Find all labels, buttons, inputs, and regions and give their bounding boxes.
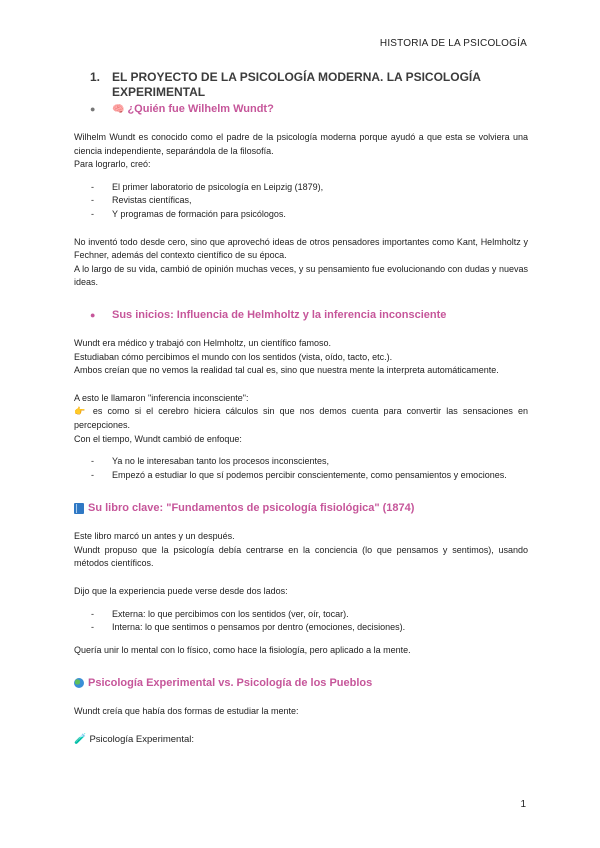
test-tube-icon: 🧪 <box>74 734 87 746</box>
subheading-helmholtz <box>74 308 528 323</box>
paragraph <box>74 405 528 432</box>
paragraph: Quería unir lo mental con lo físico, como hace la fisiología, pero aplicado a la mente. <box>74 644 411 655</box>
list-item: - Y programas de formación para psicólogos. <box>74 208 528 222</box>
paragraph: Dijo que la experiencia puede verse desde dos lados: <box>74 586 288 597</box>
list-creations <box>74 181 528 222</box>
paragraph: Wundt era médico y trabajó con Helmholtz, un científico famoso. <box>74 337 331 348</box>
paragraph: A lo largo de su vida, cambió de opinión muchas veces, y su pensamiento fue evolucionando con dudas y nuevas ideas. <box>74 263 528 288</box>
paragraph: No inventó todo desde cero, sino que aprovechó ideas de otros pensadores importantes como Kant, Helmholtz y Fechner, además del contexto científico de su época. <box>74 236 528 261</box>
page-content <box>74 70 528 747</box>
list-item: - El primer laboratorio de psicología en Leipzig (1879), <box>74 181 528 195</box>
list-focus-change <box>74 455 528 482</box>
list-item: - Externa: lo que percibimos con los sentidos (ver, oír, tocar). <box>74 608 528 622</box>
paragraph: Wundt propuso que la psicología debía centrarse en la conciencia (lo que pensamos y sentimos), usando métodos científicos. <box>74 544 528 569</box>
subheading-experimental <box>74 733 528 747</box>
paragraph: Ambos creían que no vemos la realidad tal cual es, sino que nuestra mente la interpreta automáticamente. <box>74 365 499 376</box>
subheading-text: Sus inicios: Influencia de Helmholtz y la inferencia inconsciente <box>112 308 447 321</box>
section-heading-text: Su libro clave: "Fundamentos de psicología fisiológica" (1874) <box>88 502 415 515</box>
paragraph: A esto le llamaron "inferencia inconsciente": <box>74 392 249 403</box>
section-heading <box>74 70 528 100</box>
paragraph: Estudiaban cómo percibimos el mundo con los sentidos (vista, oído, tacto, etc.). <box>74 351 393 362</box>
list-item: - Ya no le interesaban tanto los procesos inconscientes, <box>74 455 528 469</box>
section-heading-text: Psicología Experimental vs. Psicología de los Pueblos <box>88 677 373 690</box>
running-header: HISTORIA DE LA PSICOLOGÍA <box>379 38 527 49</box>
globe-icon <box>74 678 84 688</box>
subheading-text: ¿Quién fue Wilhelm Wundt? <box>127 103 274 115</box>
brain-icon: 🧠 <box>112 104 125 115</box>
paragraph: Para lograrlo, creó: <box>74 159 151 170</box>
list-item: - Empezó a estudiar lo que sí podemos percibir conscientemente, como pensamientos y emociones. <box>74 469 528 483</box>
subheading-wundt <box>74 102 528 117</box>
paragraph: Con el tiempo, Wundt cambió de enfoque: <box>74 433 242 444</box>
heading-text: EL PROYECTO DE LA PSICOLOGÍA MODERNA. LA PSICOLOGÍA EXPERIMENTAL <box>112 70 481 99</box>
list-item: - Interna: lo que sentimos o pensamos por dentro (emociones, decisiones). <box>74 621 528 635</box>
bullet-icon: ● <box>90 309 96 320</box>
list-item: - Revistas científicas, <box>74 194 528 208</box>
subheading-text: Psicología Experimental: <box>89 734 195 746</box>
paragraph: Wundt creía que había dos formas de estudiar la mente: <box>74 706 299 717</box>
bullet-icon: ● <box>90 104 96 114</box>
page-number: 1 <box>520 799 526 810</box>
section-heading-psychology <box>74 675 528 691</box>
book-icon <box>74 503 84 514</box>
paragraph: Este libro marcó un antes y un después. <box>74 531 235 542</box>
pointing-hand-icon: 👉 <box>74 406 88 417</box>
paragraph: Wilhelm Wundt es conocido como el padre de la psicología moderna porque ayudó a que esta se volviera una ciencia independiente, separándola de la filosofía. <box>74 132 528 156</box>
paragraph-text: es como si el cerebro hiciera cálculos sin que nos demos cuenta para convertir las sensaciones en percepciones. <box>74 406 528 430</box>
section-heading-book <box>74 500 528 516</box>
heading-number: 1. <box>90 70 101 84</box>
list-experience <box>74 608 528 635</box>
